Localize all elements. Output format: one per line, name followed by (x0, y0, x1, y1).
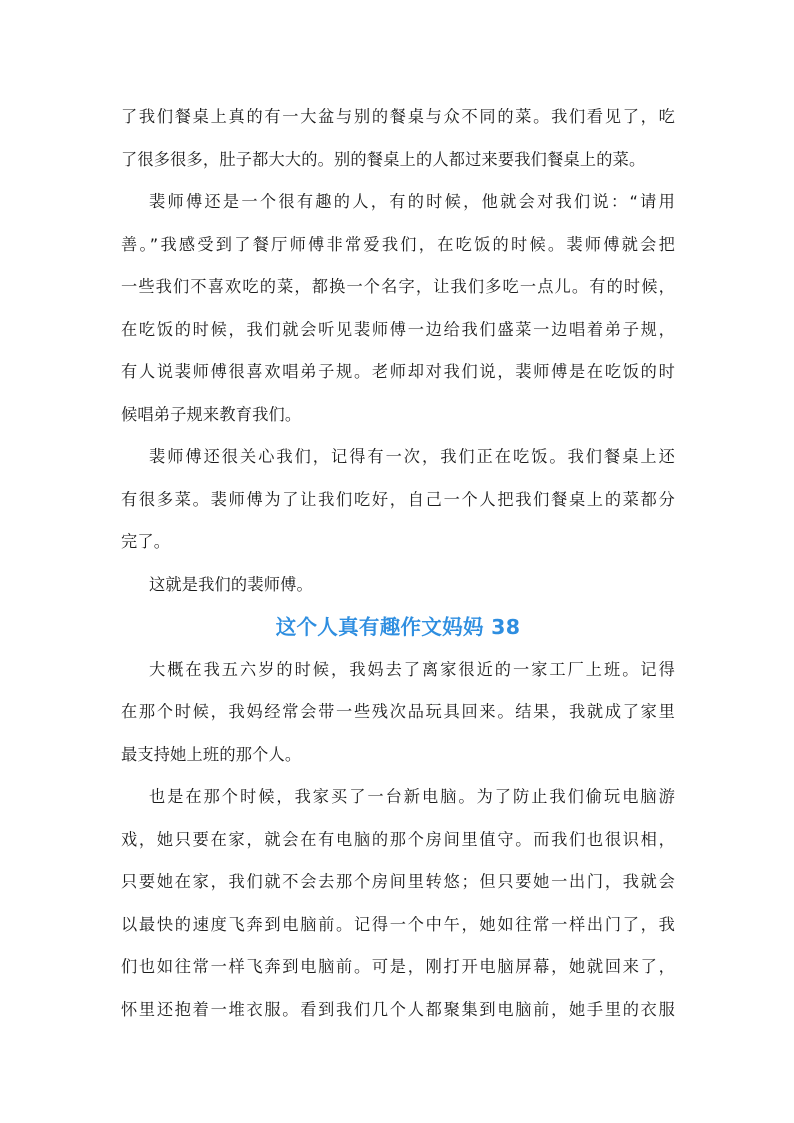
text-line: 了我们餐桌上真的有一大盆与别的餐桌与众不同的菜。我们看见了，吃 (121, 107, 675, 126)
text-line: 大概在我五六岁的时候，我妈去了离家很近的一家工厂上班。记得 (149, 659, 675, 679)
text-line: 完了。 (121, 532, 171, 551)
text-line: 怀里还抱着一堆衣服。看到我们几个人都聚集到电脑前，她手里的衣服 (121, 999, 675, 1019)
text-line: 们也如往常一样飞奔到电脑前。可是，刚打开电脑屏幕，她就回来了， (121, 957, 675, 976)
text-line: 在吃饭的时候，我们就会听见裴师傅一边给我们盛菜一边唱着弟子规， (121, 319, 675, 339)
text-line: 善。”我感受到了餐厅师傅非常爱我们，在吃饭的时候。裴师傅就会把 (121, 234, 675, 254)
text-line: 在那个时候，我妈经常会带一些残次品玩具回来。结果，我就成了家里 (121, 702, 675, 721)
text-line: 裴师傅还很关心我们，记得有一次，我们正在吃饭。我们餐桌上还 (149, 447, 675, 466)
paragraph-6 (121, 776, 675, 1031)
paragraph-2 (121, 181, 675, 436)
text-line: 只要她在家，我们就不会去那个房间里转悠；但只要她一出门，我就会 (121, 872, 675, 891)
text-line: 以最快的速度飞奔到电脑前。记得一个中午，她如往常一样出门了，我 (121, 914, 675, 934)
text-line: 这就是我们的裴师傅。 (149, 574, 313, 594)
text-line: 了很多很多，肚子都大大的。别的餐桌上的人都过来要我们餐桌上的菜。 (121, 149, 646, 169)
section-heading: 这个人真有趣作文妈妈 38 (275, 615, 521, 639)
text-line: 有很多菜。裴师傅为了让我们吃好，自己一个人把我们餐桌上的菜都分 (121, 489, 675, 509)
document-page (121, 96, 675, 1031)
text-line: 最支持她上班的那个人。 (121, 744, 302, 764)
paragraph-1 (121, 96, 675, 181)
paragraph-3 (121, 436, 675, 564)
text-line: 一些我们不喜欢吃的菜，都换一个名字，让我们多吃一点儿。有的时候， (121, 277, 675, 296)
text-line: 戏，她只要在家，就会在有电脑的那个房间里值守。而我们也很识相， (121, 829, 675, 849)
paragraph-5 (121, 649, 675, 777)
paragraph-4 (121, 564, 675, 607)
text-line: 候唱弟子规来教育我们。 (121, 404, 302, 424)
text-line: 裴师傅还是一个很有趣的人，有的时候，他就会对我们说：“请用 (149, 192, 675, 211)
text-line: 有人说裴师傅很喜欢唱弟子规。老师却对我们说，裴师傅是在吃饭的时 (121, 362, 675, 381)
text-line: 也是在那个时候，我家买了一台新电脑。为了防止我们偷玩电脑游 (149, 787, 675, 806)
